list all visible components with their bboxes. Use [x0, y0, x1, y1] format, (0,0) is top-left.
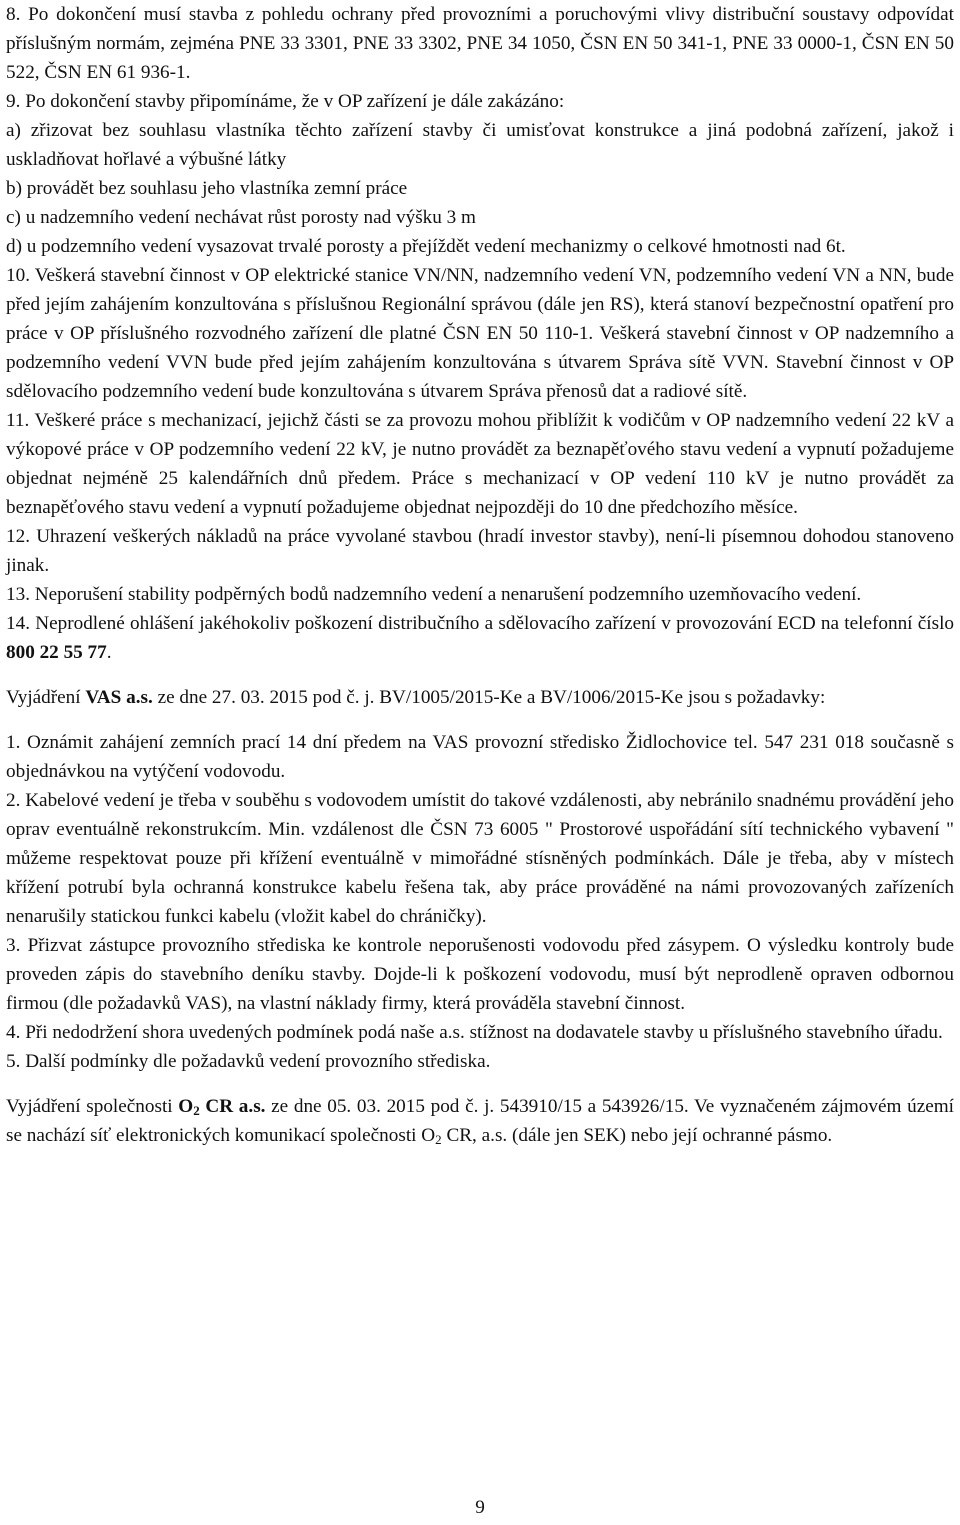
- page-number: 9: [475, 1497, 485, 1518]
- paragraph-11: 11. Veškeré práce s mechanizací, jejichž části se za provozu mohou přiblížit k vodičům v OP nadzemního vedení 22 kV a výkopové práce v OP podzemního vedení 22 kV, je nutno provádět za beznapěťového stavu vedení a vypnutí požadujeme objednat nejméně 25 kalendářních dnů předem. Práce s mechanizací v OP vedení 110 kV je nutno provádět za beznapěťového stavu vedení a vypnutí požadujeme objednat nejpozději do 10 dne předchozího měsíce.: [6, 410, 954, 518]
- o2-letter: O: [178, 1096, 194, 1117]
- phone-number: 800 22 55 77: [6, 642, 107, 663]
- paragraph-9: 9. Po dokončení stavby připomínáme, že v OP zařízení je dále zakázáno:: [6, 91, 565, 112]
- o2-subscript: 2: [193, 1103, 200, 1118]
- vas-item-2: 2. Kabelové vedení je třeba v souběhu s vodovodem umístit do takové vzdálenosti, aby nebránilo snadnému provádění jeho oprav eventuálně rekonstrukcím. Min. vzdálenost dle ČSN 73 6005 " Prostorové uspořádání sítí technického vybavení " můžeme respektovat pouze při křížení eventuálně v mimořádné stísněných podmínkách. Dále je třeba, aby v místech křížení potrubí byla ochranná konstrukce kabelu řešena tak, aby práce prováděné na námi provozovaných zařízeních nenarušily statickou funkci kabelu (vložit kabel do chráničky).: [6, 790, 954, 927]
- paragraph-9a: a) zřizovat bez souhlasu vlastníka těchto zařízení stavby či umisťovat konstrukce a jiná podobná zařízení, jakož i uskladňovat hořlavé a výbušné látky: [6, 120, 954, 170]
- spacer: [6, 667, 954, 683]
- vas-item-4: 4. Při nedodržení shora uvedených podmínek podá naše a.s. stížnost na dodavatele stavby u příslušného stavebního úřadu.: [6, 1022, 943, 1043]
- vas-intro: Vyjádření: [6, 687, 86, 708]
- o2-company: [178, 1096, 265, 1117]
- paragraph-14-text: 14. Neprodlené ohlášení jakéhokoliv poškození distribučního a sdělovacího zařízení v provozování ECD na telefonní číslo: [6, 613, 954, 634]
- vas-rest: ze dne 27. 03. 2015 pod č. j. BV/1005/2015-Ke a BV/1006/2015-Ke jsou s požadavky:: [152, 687, 826, 708]
- paragraph-9b: b) provádět bez souhlasu jeho vlastníka zemní práce: [6, 178, 408, 199]
- vas-company: VAS a.s.: [85, 687, 153, 708]
- vas-statement: [6, 683, 954, 712]
- paragraph-8: 8. Po dokončení musí stavba z pohledu ochrany před provozními a poruchovými vlivy distribuční soustavy odpovídat příslušným normám, zejména PNE 33 3301, PNE 33 3302, PNE 34 1050, ČSN EN 50 341-1, PNE 33 0000-1, ČSN EN 50 522, ČSN EN 61 936-1.: [6, 4, 954, 83]
- vas-item-5: 5. Další podmínky dle požadavků vedení provozního střediska.: [6, 1051, 491, 1072]
- o2-statement: [6, 1092, 954, 1150]
- o2-rest-1: ze dne 05. 03. 2015 pod č. j. 543910/15 a 543926/15. Ve vyznačeném zájmovém území se nachází síť elektronických komunikací společnosti O: [6, 1096, 955, 1146]
- o2-company-rest: CR a.s.: [199, 1096, 266, 1117]
- vas-item-1: 1. Oznámit zahájení zemních prací 14 dní předem na VAS provozní středisko Židlochovice tel. 547 231 018 současně s objednávkou na vytýčení vodovodu.: [6, 732, 954, 782]
- paragraph-13: 13. Neporušení stability podpěrných bodů nadzemního vedení a nenarušení podzemního uzemňovacího vedení.: [6, 584, 862, 605]
- o2-rest-2: CR, a.s. (dále jen SEK) nebo její ochranné pásmo.: [441, 1125, 833, 1146]
- spacer: [6, 1076, 954, 1092]
- paragraph-9d: d) u podzemního vedení vysazovat trvalé porosty a přejíždět vedení mechanizmy o celkové hmotnosti nad 6t.: [6, 236, 846, 257]
- paragraph-9c: c) u nadzemního vedení nechávat růst porosty nad výšku 3 m: [6, 207, 476, 228]
- vas-item-3: 3. Přizvat zástupce provozního střediska ke kontrole neporušenosti vodovodu před zásypem. O výsledku kontroly bude proveden zápis do stavebního deníku stavby. Dojde-li k poškození vodovodu, musí být neprodleně opraven odbornou firmou (dle požadavků VAS), na vlastní náklady firmy, která prováděla stavební činnost.: [6, 935, 954, 1014]
- o2-rest-subscript: 2: [435, 1132, 442, 1147]
- paragraph-10: 10. Veškerá stavební činnost v OP elektrické stanice VN/NN, nadzemního vedení VN, podzemního vedení VN a NN, bude před jejím zahájením konzultována s příslušnou Regionální správou (dále jen RS), která stanoví bezpečnostní opatření pro práce v OP příslušného rozvodného zařízení dle platné ČSN EN 50 110-1. Veškerá stavební činnost v OP nadzemního a podzemního vedení VVN bude před jejím zahájením konzultována s útvarem Správa sítě VVN. Stavební činnost v OP sdělovacího podzemního vedení bude konzultována s útvarem Správa přenosů dat a radiové sítě.: [6, 265, 954, 402]
- paragraph-14: [6, 609, 954, 667]
- paragraph-14-end: .: [106, 642, 112, 663]
- o2-intro: Vyjádření společnosti: [6, 1096, 179, 1117]
- paragraph-12: 12. Uhrazení veškerých nákladů na práce vyvolané stavbou (hradí investor stavby), není-li písemnou dohodou stanoveno jinak.: [6, 526, 954, 576]
- document-page: [6, 0, 954, 1150]
- spacer: [6, 712, 954, 728]
